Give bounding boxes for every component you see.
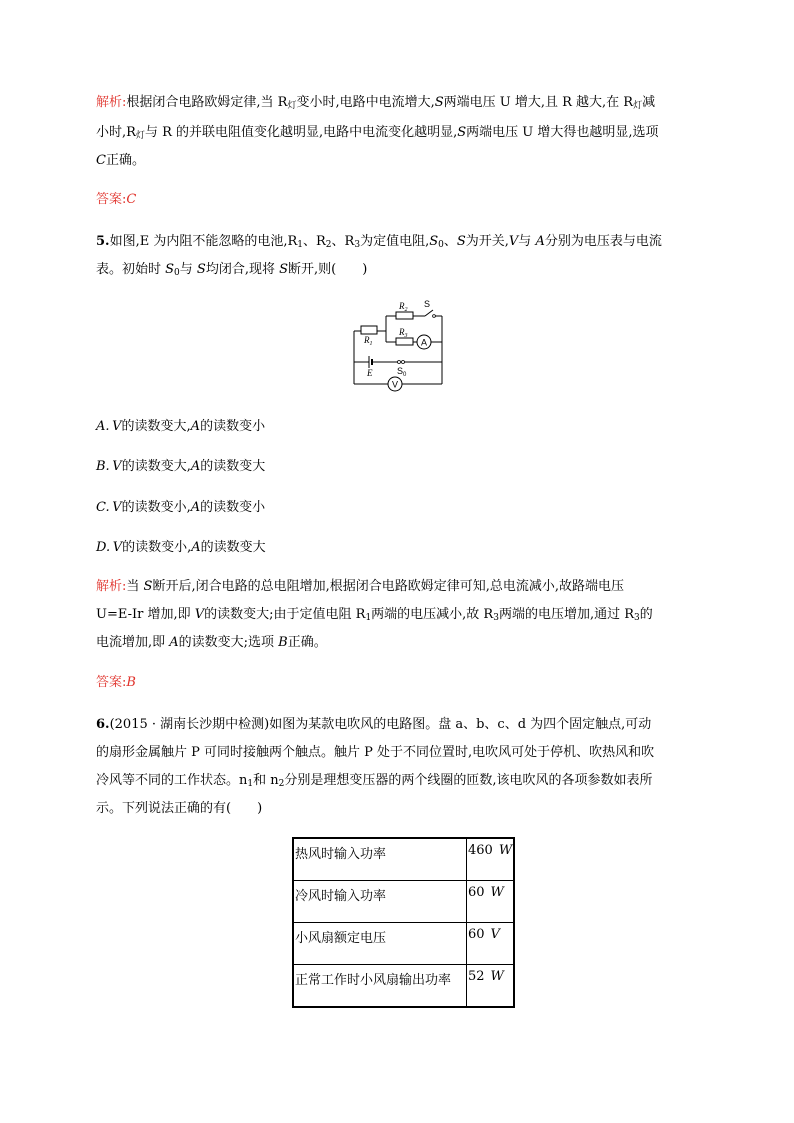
q6-stem-line-4 [96,800,262,818]
text: 、R [331,234,355,249]
italic-symbol: V [112,419,122,434]
question-number: 5. [96,234,110,249]
text: 的读数变大 [200,540,266,555]
italic-symbol: C [96,153,106,168]
param-value [467,838,515,881]
text: 的读数变大, [121,419,191,434]
text: 为定值电阻, [360,234,430,249]
italic-symbol: A [190,459,201,474]
answer-label: 答案: [96,192,127,207]
option-letter: A. [96,419,110,434]
text: 减 [642,95,656,110]
circuit-diagram [346,296,446,400]
parameter-table [292,837,515,1008]
subscript: 灯 [287,101,297,111]
text: 的读数变小, [121,500,191,515]
italic-symbol: S [196,262,206,277]
q5-stem-line-2 [96,261,367,279]
subscript: 灯 [633,101,643,111]
table-row [293,838,514,881]
text: 冷风等不同的工作状态。n [96,773,248,788]
text: 的读数变大;选项 [178,635,279,650]
question-number: 6. [96,717,110,732]
text: 断开后,闭合电路的总电阻增加,根据闭合电路欧姆定律可知,总电流减小,故路端电压 [152,579,624,594]
value: 60 [468,927,485,942]
q6-stem-line-3 [96,772,653,790]
italic-symbol: V [112,500,122,515]
text: 与 [179,262,197,277]
text: 两端电压 U 增大,且 R 越大,在 R [443,95,634,110]
q5-analysis-line-3 [96,634,327,652]
text: 正确。 [287,635,327,650]
subscript: 0 [403,372,407,378]
q4-analysis-line-3 [96,152,145,170]
switch-s0-contact [398,361,401,364]
value: 460 [468,843,493,858]
param-value [467,965,515,1008]
answer-value: B [126,675,136,690]
text: R [399,301,405,311]
text: 电流增加,即 [96,635,170,650]
italic-symbol: S [279,262,288,277]
q6-stem-line-2 [96,744,654,762]
text: 为开关, [465,234,509,249]
text: 分别为电压表与电流 [544,234,662,249]
q4-analysis-line-2 [96,124,659,142]
italic-symbol: A [190,419,201,434]
q4-analysis-line-1 [96,94,655,112]
option-letter: B. [96,459,110,474]
unit: W [498,843,513,858]
text: 如图,E 为内阻不能忽略的电池,R [109,234,298,249]
italic-symbol: V [508,234,519,249]
table-row [293,923,514,965]
analysis-label: 解析: [96,579,127,594]
italic-symbol: S [429,234,439,249]
subscript: 2 [325,240,332,250]
italic-symbol: A [191,540,201,555]
label-r2 [398,301,408,313]
text: 的读数变大;由于定值电阻 R [204,607,366,622]
text: 两端的电压减小,故 R [371,607,494,622]
value: 52 [468,969,485,984]
subscript: 1 [297,240,303,250]
table-row [293,881,514,923]
table-row [293,965,514,1008]
subscript: 1 [365,613,372,623]
answer-value: C [126,192,137,207]
text: 、R [303,234,326,249]
unit: W [490,969,504,984]
italic-symbol: A [535,234,545,249]
q5-option-c[interactable] [96,499,265,517]
subscript: 2 [404,307,408,313]
subscript: 3 [634,613,640,623]
unit: V [490,927,500,942]
q5-stem-line-1 [96,233,662,251]
label-s0 [397,366,407,378]
subscript: 1 [369,341,373,347]
label-s: S [424,299,431,309]
text: 断开,则( ) [288,262,368,277]
q4-answer [96,191,136,209]
subscript: 灯 [135,131,145,141]
label-r1 [363,335,373,347]
text: R [399,327,405,337]
option-letter: C. [96,500,110,515]
italic-symbol: S [457,125,467,140]
voltmeter-label: V [391,379,399,390]
analysis-label: 解析: [96,95,127,110]
subscript: 1 [247,779,254,789]
italic-symbol: S [434,95,444,110]
subscript: 3 [493,613,499,623]
text: 表。初始时 [96,262,166,277]
text: 的读数变大, [121,459,191,474]
q5-analysis-line-1 [96,578,624,596]
text: 的读数变小 [200,419,266,434]
text: 的 [639,607,653,622]
text: (2015 · 湖南长沙期中检测)如图为某款电吹风的电路图。盘 a、b、c、d 为四个固定触点,可动 [109,717,652,732]
q6-stem-line-1 [96,716,651,734]
italic-symbol: A [190,500,201,515]
subscript: 2 [278,779,285,789]
text: 小时,R [96,125,136,140]
text: 变小时,电路中电流增大, [296,95,435,110]
text: 分别是理想变压器的两个线圈的匝数,该电吹风的各项参数如表所 [284,773,653,788]
text: 的扇形金属触片 P 可同时接触两个触点。触片 P 处于不同位置时,电吹风可处于停机、吹热风和吹 [96,745,655,760]
q5-analysis-line-2 [96,606,653,624]
switch-s-contact [433,315,436,318]
param-value [467,881,515,923]
param-name: 正常工作时小风扇输出功率 [293,965,467,1008]
text: 的读数变小, [122,540,192,555]
text: 、 [443,234,457,249]
italic-symbol: A [169,635,179,650]
switch-s0-contact [402,361,405,364]
italic-symbol: S [165,262,175,277]
text: 根据闭合电路欧姆定律,当 R [126,95,288,110]
switch-s-blade [425,310,433,316]
param-value [467,923,515,965]
label-e: E [367,368,373,378]
param-name: 冷风时输入功率 [293,881,467,923]
italic-symbol: B [278,635,288,650]
value: 60 [468,885,485,900]
ammeter-label: A [420,337,428,348]
answer-label: 答案: [96,675,127,690]
text: S [397,366,404,376]
q5-option-b[interactable] [96,458,265,476]
italic-symbol: S [456,234,466,249]
italic-symbol: V [194,607,205,622]
text: 与 R 的并联电阻值变化越明显,电路中电流变化越明显, [144,125,458,140]
italic-symbol: V [112,459,122,474]
subscript: 3 [404,333,408,339]
text: 两端的电压增加,通过 R [498,607,635,622]
subscript: 0 [174,268,180,278]
q5-option-a[interactable] [96,418,265,436]
text: 的读数变大 [200,459,266,474]
unit: W [490,885,504,900]
italic-symbol: V [112,540,123,555]
text: U=E-Ir 增加,即 [96,607,195,622]
q5-answer [96,674,136,692]
resistor-r2 [396,312,413,319]
text: 正确。 [105,153,145,168]
text: R [364,335,370,345]
text: 和 n [253,773,279,788]
resistor-r3 [396,338,413,345]
label-r3 [398,327,408,339]
text: 与 [518,234,536,249]
text: 均闭合,现将 [205,262,280,277]
text: 两端电压 U 增大得也越明显,选项 [466,125,659,140]
param-name: 热风时输入功率 [293,838,467,881]
subscript: 0 [438,240,444,250]
resistor-r1 [361,326,377,334]
option-letter: D. [96,540,111,555]
param-name: 小风扇额定电压 [293,923,467,965]
text: 的读数变小 [200,500,266,515]
subscript: 3 [354,240,361,250]
italic-symbol: S [143,579,153,594]
q5-option-d[interactable] [96,539,266,557]
text: 当 [126,579,144,594]
text: 示。下列说法正确的有( ) [96,801,263,816]
